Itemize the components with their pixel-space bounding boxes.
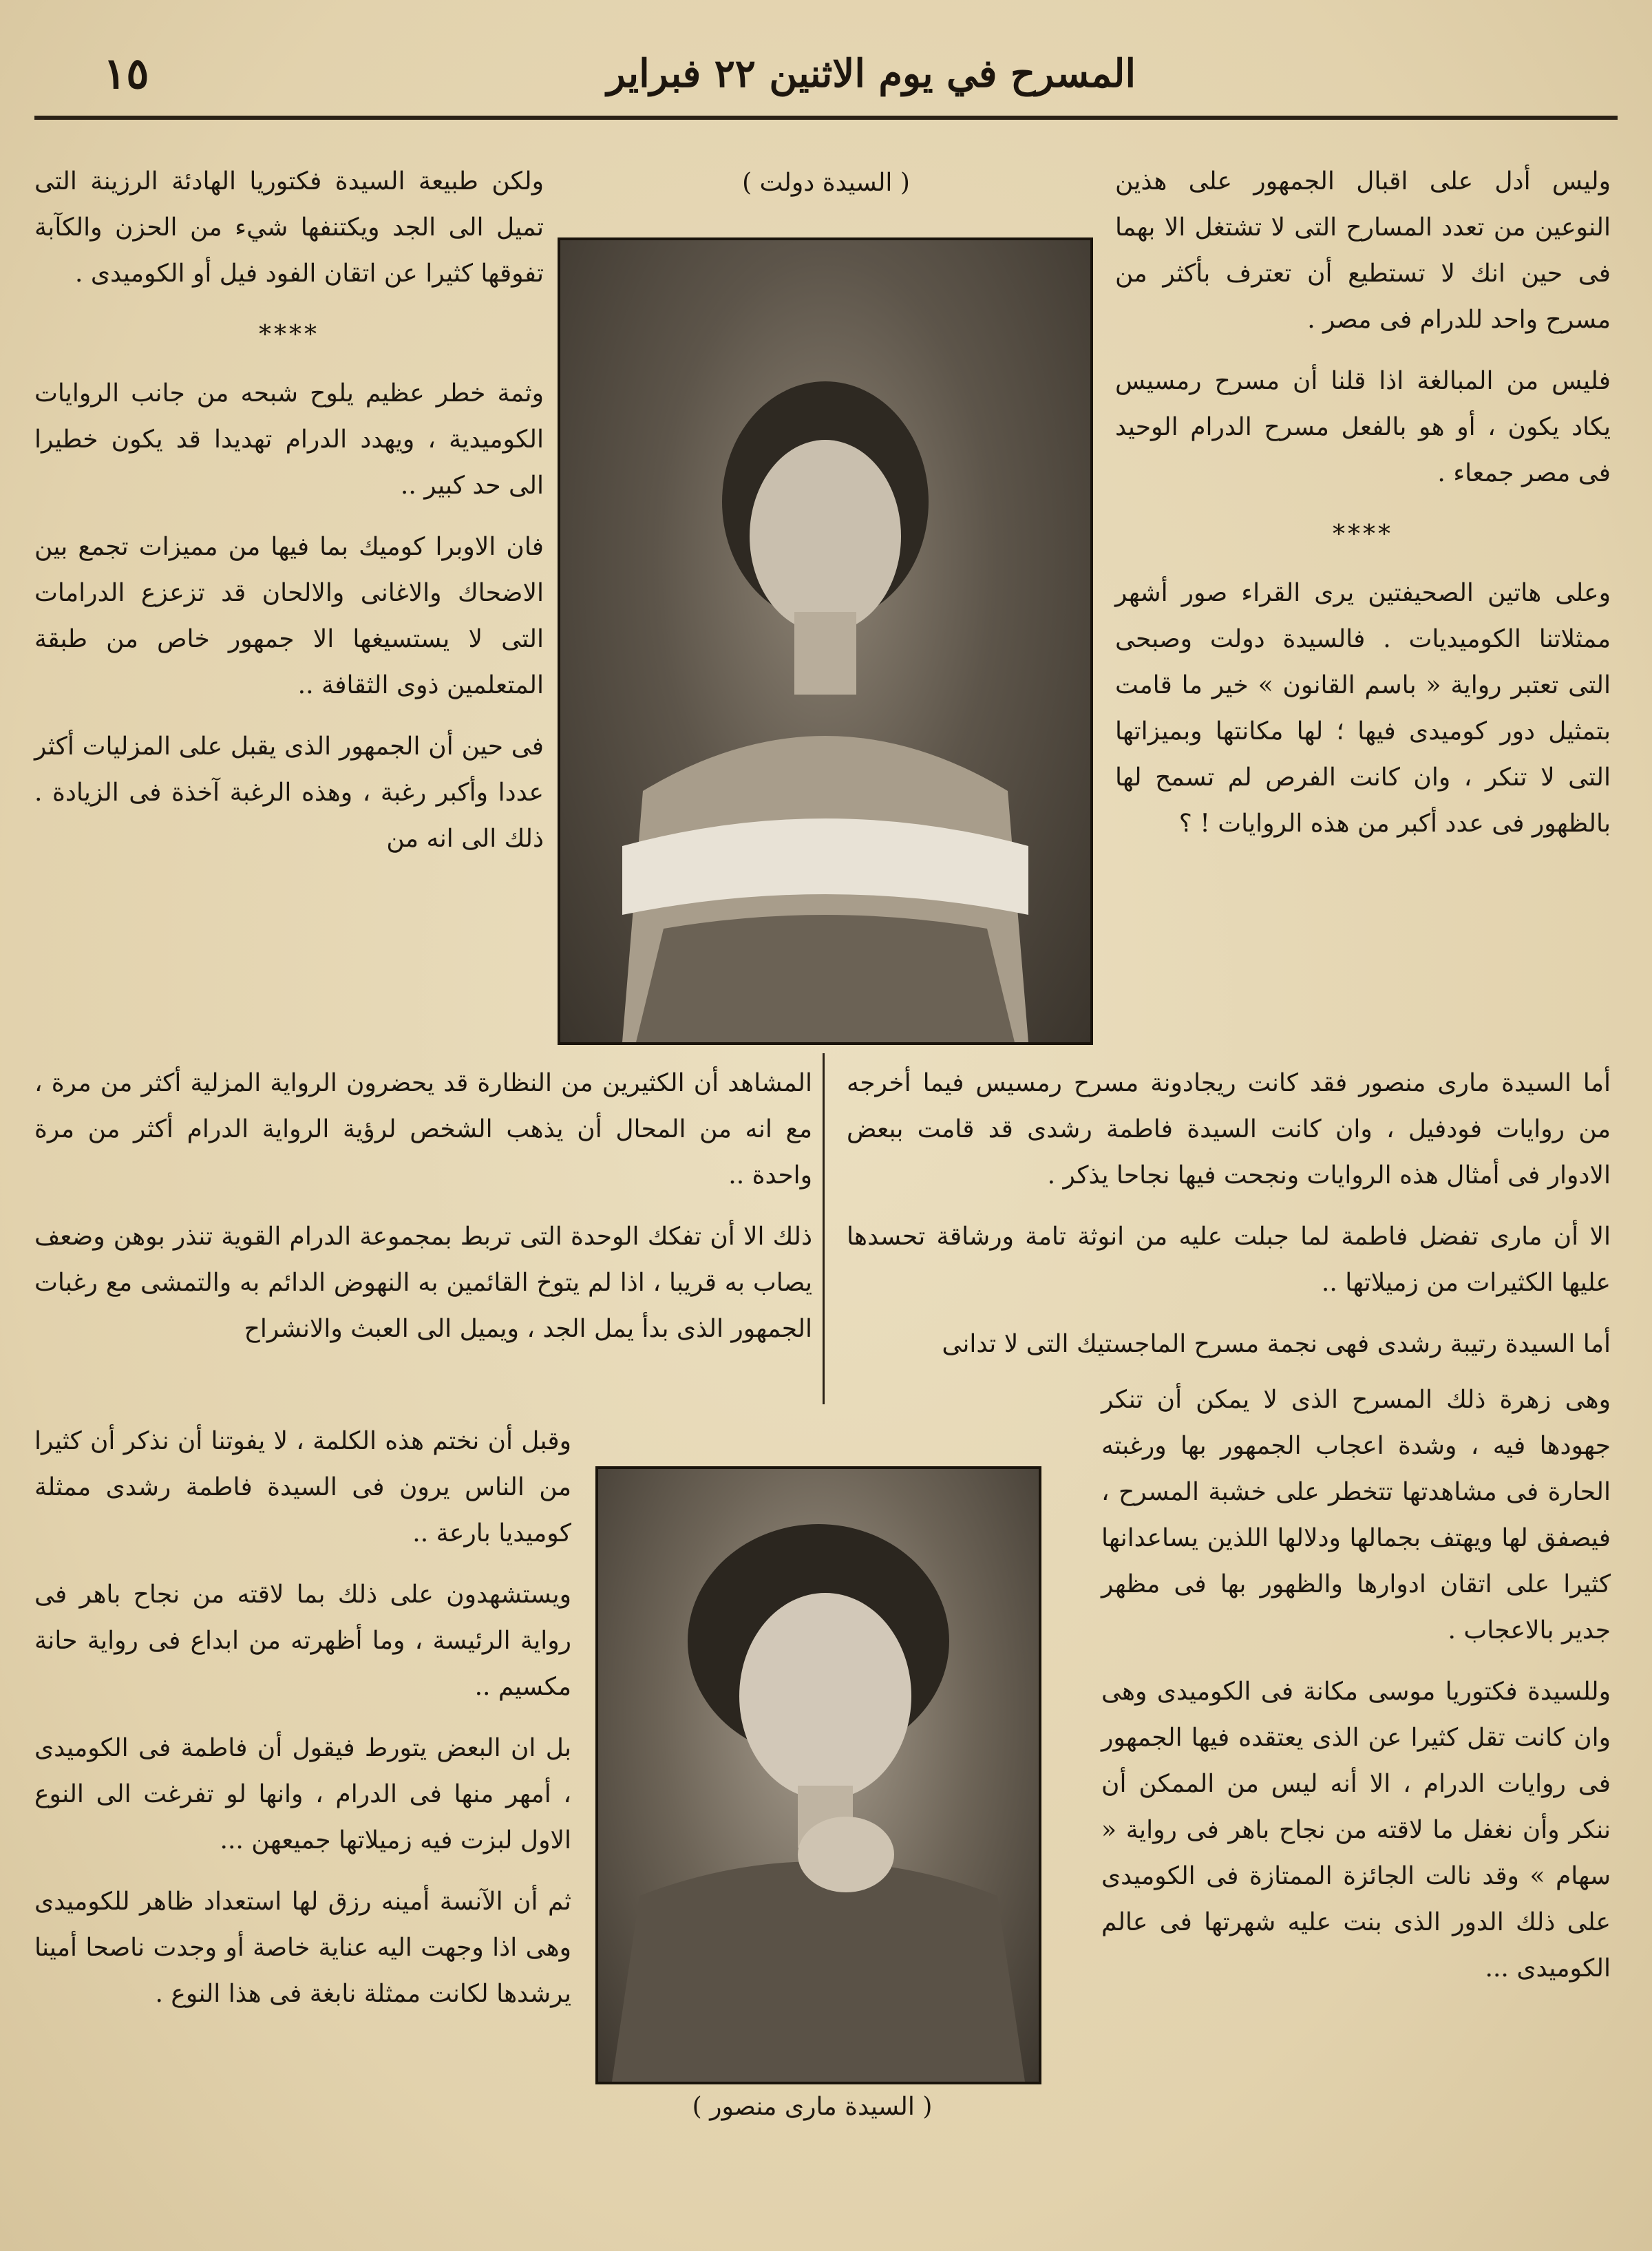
- portrait-illustration: [598, 1469, 1039, 2082]
- page-number: ١٥: [103, 48, 149, 98]
- portrait-photo-mary-mansour: [595, 1466, 1041, 2084]
- running-title: المسرح في يوم الاثنين ٢٢ فبراير: [606, 51, 1136, 96]
- paragraph: بل ان البعض يتورط فيقول أن فاطمة فى الكوميدى ، أمهر منها فى الدرام ، وانها لو تفرغت الى النوع الاول لبزت فيه زميلاتها جميعهن ...: [34, 1734, 571, 1854]
- article-continuation-left: [34, 1060, 812, 1367]
- section-separator: ****: [1333, 520, 1393, 549]
- portrait-photo-dawlat: [558, 237, 1093, 1045]
- paragraph: المشاهد أن الكثيرين من النظارة قد يحضرون الرواية المزلية أكثر من مرة ، مع انه من المحال أن يذهب الشخص لرؤية الرواية الدرام أكثر من مرة واحدة ..: [34, 1069, 812, 1190]
- article-column-right: [1115, 158, 1611, 862]
- paragraph: وهى زهرة ذلك المسرح الذى لا يمكن أن تنكر جهودها فيه ، وشدة اعجاب الجمهور بها ورغبته الحارة فى مشاهدتها تتخطر على خشبة المسرح ، فيصفق لها ويهتف بجمالها ودلالها اللذين يساعدانها كثيرا على اتقان ادوارها والظهور بها فى مظهر جدير بالاعجاب .: [1101, 1386, 1611, 1645]
- article-column-left-lower: [34, 1418, 571, 2032]
- paragraph: ذلك الا أن تفكك الوحدة التى تربط بمجموعة الدرام القوية تنذر بوهن وضعف يصاب به قريبا ، اذا لم يتوخ القائمين به النهوض الدائم به والتمشى مع رغبات الجمهور الذى بدأ يمل الجد ، ويميل الى العبث والانشراح: [34, 1223, 812, 1343]
- paragraph: فان الاوبرا كوميك بما فيها من مميزات تجمع بين الاضحاك والاغانى والالحان قد تزعزع الدرامات التى لا يستسيغها الا جمهور خاص من طبقة المتعلمين ذوى الثقافة ..: [34, 533, 544, 699]
- paragraph: وقبل أن نختم هذه الكلمة ، لا يفوتنا أن نذكر أن كثيرا من الناس يرون فى السيدة فاطمة رشدى ممثلة كوميديا بارعة ..: [34, 1427, 571, 1547]
- article-column-right-bottom: [1101, 1377, 1611, 2007]
- paragraph: ثم أن الآنسة أمينه رزق لها استعداد ظاهر للكوميدى وهى اذا وجهت اليه عناية خاصة أو وجدت ناصحا أمينا يرشدها لكانت ممثلة نابغة فى هذا النوع .: [34, 1888, 571, 2008]
- paragraph: ويستشهدون على ذلك بما لاقته من نجاح باهر فى رواية الرئيسة ، وما أظهرته من ابداع فى رواية حانة مكسيم ..: [34, 1581, 571, 1701]
- page-header: [34, 41, 1618, 117]
- paragraph: أما السيدة رتيبة رشدى فهى نجمة مسرح الماجستيك التى لا تدانى: [942, 1330, 1611, 1358]
- article-column-right-lower: [847, 1060, 1611, 1382]
- portrait-illustration: [560, 240, 1090, 1042]
- paragraph: وثمة خطر عظيم يلوح شبحه من جانب الروايات الكوميدية ، ويهدد الدرام تهديدا قد يكون خطيرا الى حد كبير ..: [34, 379, 544, 500]
- paragraph: فليس من المبالغة اذا قلنا أن مسرح رمسيس يكاد يكون ، أو هو بالفعل مسرح الدرام الوحيد فى مصر جمعاء .: [1115, 367, 1611, 487]
- article-column-left: [34, 158, 544, 877]
- header-rule: [34, 116, 1618, 120]
- paragraph: وللسيدة فكتوريا موسى مكانة فى الكوميدى وهى وان كانت تقل كثيرا عن الذى يعتقده فيها الجمهور فى روايات الدرام ، الا أنه ليس من الممكن أن ننكر وأن نغفل ما لاقته من نجاح باهر فى رواية « سهام » وقد نالت الجائزة الممتازة فى الكوميدى على ذلك الدور الذى بنت عليه شهرتها فى عالم الكوميدى ...: [1101, 1678, 1611, 1983]
- paragraph: الا أن مارى تفضل فاطمة لما جبلت عليه من انوثة تامة ورشاقة تحسدها عليها الكثيرات من زميلاتها ..: [847, 1223, 1611, 1297]
- column-divider: [823, 1053, 825, 1404]
- section-separator: ****: [259, 321, 319, 349]
- photo-caption-bottom: ( السيدة مارى منصور ): [692, 2093, 933, 2121]
- paragraph: ولكن طبيعة السيدة فكتوريا الهادئة الرزينة التى تميل الى الجد ويكتنفها شيء من الحزن والكآبة تفوقها كثيرا عن اتقان الفود فيل أو الكوميدى .: [34, 167, 544, 288]
- paragraph: وعلى هاتين الصحيفتين يرى القراء صور أشهر ممثلاتنا الكوميديات . فالسيدة دولت وصبحى التى تعتبر رواية « باسم القانون » خير ما قامت بتمثيل دور كوميدى فيها ؛ لها مكانتها وبميزاتها التى لا تنكر ، وان كانت الفرص لم تسمح لها بالظهور فى عدد أكبر من هذه الروايات ! ؟: [1115, 579, 1611, 838]
- paragraph: أما السيدة مارى منصور فقد كانت ريجادونة مسرح رمسيس فيما أخرجه من روايات فودفيل ، وان كانت السيدة فاطمة رشدى قد قامت ببعض الادوار فى أمثال هذه الروايات ونجحت فيها نجاحا يذكر .: [847, 1069, 1611, 1190]
- paragraph: وليس أدل على اقبال الجمهور على هذين النوعين من تعدد المسارح التى لا تشتغل الا بهما فى حين انك لا تستطيع أن تعترف بأكثر من مسرح واحد للدرام فى مصر .: [1115, 167, 1611, 334]
- paragraph: فى حين أن الجمهور الذى يقبل على المزليات أكثر عددا وأكبر رغبة ، وهذه الرغبة آخذة فى الزيادة . ذلك الى انه من: [34, 732, 544, 853]
- photo-caption-top: ( السيدة دولت ): [742, 169, 910, 197]
